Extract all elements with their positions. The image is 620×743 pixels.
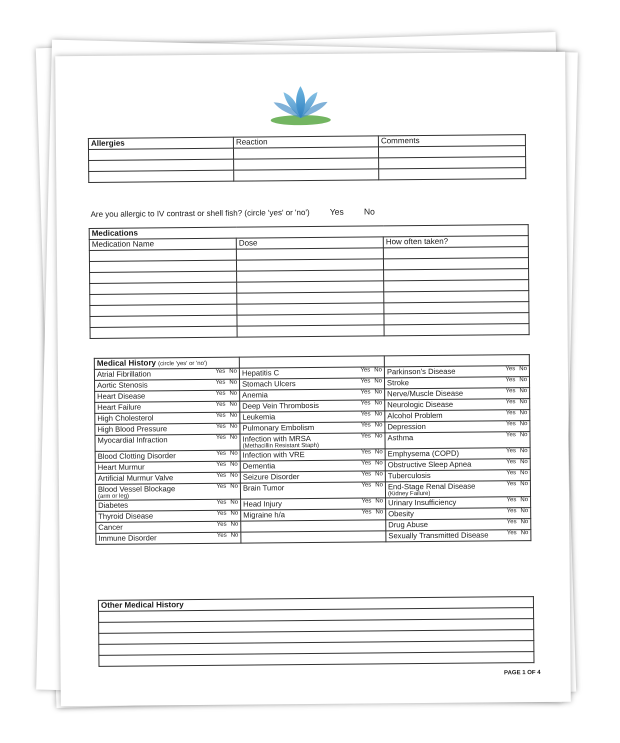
- yes-no-options: [361, 449, 383, 455]
- no-option[interactable]: No: [374, 400, 383, 407]
- yes-no-options: [506, 481, 528, 487]
- yes-option[interactable]: Yes: [215, 368, 226, 375]
- yes-option[interactable]: Yes: [215, 379, 226, 386]
- yes-option[interactable]: Yes: [360, 411, 371, 418]
- no-option[interactable]: No: [519, 399, 528, 406]
- yes-no-options: [216, 402, 238, 408]
- yes-option[interactable]: Yes: [215, 401, 226, 408]
- yes-option[interactable]: Yes: [216, 434, 226, 441]
- no-option[interactable]: No: [230, 472, 238, 479]
- yes-option[interactable]: Yes: [505, 388, 516, 395]
- yes-option[interactable]: Yes: [505, 366, 516, 373]
- condition-sublabel: (Kidney Failure): [387, 490, 431, 498]
- yes-option[interactable]: Yes: [215, 423, 226, 430]
- yes-no-options: [506, 388, 528, 394]
- yes-option[interactable]: Yes: [216, 461, 227, 468]
- no-option[interactable]: No: [229, 368, 237, 375]
- yes-no-options: [216, 413, 238, 419]
- yes-option[interactable]: Yes: [506, 432, 516, 439]
- condition-label: Emphysema (COPD): [387, 448, 460, 459]
- yes-option[interactable]: Yes: [361, 433, 371, 440]
- no-option[interactable]: No: [374, 411, 383, 418]
- condition-label: Stomach Ulcers: [242, 379, 296, 389]
- condition-label: Deep Vein Thrombosis: [242, 400, 319, 411]
- yes-no-options: [216, 462, 238, 468]
- yes-option[interactable]: Yes: [361, 449, 371, 456]
- yes-option[interactable]: Yes: [506, 508, 517, 515]
- no-option[interactable]: No: [230, 483, 238, 490]
- contrast-question: [91, 206, 375, 218]
- condition-label: Drug Abuse: [388, 520, 429, 530]
- yes-option[interactable]: Yes: [216, 450, 227, 457]
- condition-label: Heart Failure: [97, 402, 142, 412]
- yes-option[interactable]: Yes: [361, 482, 372, 489]
- condition-label: Migraine h/a: [243, 510, 286, 520]
- yes-option[interactable]: Yes: [360, 367, 371, 374]
- no-option[interactable]: No: [519, 410, 528, 417]
- no-option[interactable]: No: [374, 389, 383, 396]
- condition-label: Artificial Murmur Valve: [97, 473, 174, 483]
- no-option[interactable]: No: [229, 434, 238, 441]
- yes-no-options: [506, 421, 528, 427]
- yes-no-options: [507, 519, 529, 525]
- yes-option[interactable]: Yes: [216, 483, 227, 490]
- medications-table: [89, 224, 530, 339]
- yes-option[interactable]: Yes: [506, 530, 517, 537]
- no-option[interactable]: No: [230, 521, 239, 528]
- yes-no-options: [361, 433, 383, 439]
- yes-option[interactable]: Yes: [506, 448, 516, 455]
- yes-no-options: [361, 422, 383, 428]
- no-option[interactable]: No: [375, 471, 383, 478]
- condition-label: Seizure Disorder: [242, 472, 300, 482]
- condition-label: Stroke: [386, 378, 410, 388]
- yes-no-options: [216, 391, 238, 397]
- no-option[interactable]: No: [520, 497, 529, 504]
- no-option[interactable]: No: [520, 519, 529, 526]
- yes-option[interactable]: Yes: [506, 497, 517, 504]
- yes-no-options: [507, 530, 529, 536]
- condition-label: Neurologic Disease: [387, 399, 454, 410]
- yes-option[interactable]: Yes: [216, 510, 227, 517]
- condition-label: Immune Disorder: [98, 533, 157, 543]
- yes-no-options: [216, 451, 238, 457]
- yes-no-options: [506, 410, 528, 416]
- condition-label: Leukemia: [242, 412, 276, 422]
- no-option[interactable]: No: [519, 388, 528, 395]
- condition-label: Dementia: [242, 461, 276, 471]
- yes-no-options: [507, 508, 529, 514]
- reaction-header: Reaction: [233, 136, 378, 148]
- condition-label: Depression: [387, 422, 426, 432]
- condition-label: Aortic Stenosis: [97, 380, 148, 390]
- no-option[interactable]: No: [375, 460, 383, 467]
- yes-option[interactable]: Yes: [505, 410, 516, 417]
- form-page: [55, 52, 571, 706]
- contrast-no-option[interactable]: No: [363, 206, 375, 217]
- yes-option[interactable]: Yes: [360, 400, 371, 407]
- yes-option[interactable]: Yes: [506, 470, 517, 477]
- lotus-logo-icon: [265, 80, 335, 131]
- yes-option[interactable]: Yes: [360, 422, 371, 429]
- yes-no-options: [361, 471, 383, 477]
- condition-label: Head Injury: [243, 499, 282, 509]
- yes-no-options: [217, 533, 239, 539]
- no-option[interactable]: No: [520, 508, 529, 515]
- no-option[interactable]: No: [374, 367, 382, 374]
- yes-no-options: [506, 459, 528, 465]
- medications-title: Medications: [89, 225, 528, 240]
- yes-option[interactable]: Yes: [360, 389, 371, 396]
- other-history-table: [98, 596, 535, 667]
- condition-label: Cancer: [98, 522, 123, 532]
- yes-no-options: [217, 511, 239, 517]
- frequency-header: How often taken?: [383, 236, 528, 248]
- yes-no-options: [506, 448, 528, 454]
- condition-label: Obesity: [388, 509, 414, 519]
- no-option[interactable]: No: [520, 481, 528, 488]
- no-option[interactable]: No: [374, 378, 383, 385]
- condition-label: Infection with VRE: [242, 450, 305, 460]
- condition-label: High Blood Pressure: [97, 424, 168, 434]
- no-option[interactable]: No: [519, 366, 527, 373]
- yes-option[interactable]: Yes: [506, 519, 517, 526]
- no-option[interactable]: No: [375, 482, 383, 489]
- yes-no-options: [216, 424, 238, 430]
- yes-no-options: [362, 498, 384, 504]
- yes-no-options: [506, 432, 528, 438]
- condition-label: Nerve/Muscle Disease: [387, 388, 464, 399]
- yes-no-options: [506, 399, 528, 405]
- condition-label: Myocardial Infraction: [97, 435, 168, 445]
- condition-label: Urinary Insufficiency: [388, 497, 457, 508]
- contrast-yes-option[interactable]: Yes: [329, 206, 344, 217]
- no-option[interactable]: No: [229, 390, 238, 397]
- no-option[interactable]: No: [229, 401, 238, 408]
- medical-history-note: (circle 'yes' or 'no'): [158, 360, 208, 368]
- yes-option[interactable]: Yes: [215, 412, 226, 419]
- condition-label: Alcohol Problem: [387, 410, 443, 421]
- yes-option[interactable]: Yes: [505, 399, 516, 406]
- no-option[interactable]: No: [519, 448, 528, 455]
- condition-label: Heart Disease: [97, 391, 146, 401]
- yes-option[interactable]: Yes: [216, 499, 227, 506]
- condition-label: Blood Clotting Disorder: [97, 451, 176, 461]
- no-option[interactable]: No: [230, 499, 239, 506]
- no-option[interactable]: No: [229, 423, 238, 430]
- condition-label: Infection with MRSA: [242, 434, 311, 444]
- no-option[interactable]: No: [230, 461, 238, 468]
- medication-name-header: Medication Name: [89, 238, 236, 250]
- allergies-table: [88, 134, 526, 183]
- page-number: PAGE 1 OF 4: [503, 670, 541, 677]
- yes-option[interactable]: Yes: [361, 509, 372, 516]
- yes-no-options: [217, 500, 239, 506]
- condition-label: Pulmonary Embolism: [242, 422, 315, 433]
- yes-option[interactable]: Yes: [215, 390, 226, 397]
- condition-label: Diabetes: [98, 500, 129, 510]
- medical-history-table: [94, 354, 532, 545]
- no-option[interactable]: No: [520, 530, 529, 537]
- condition-label: Obstructive Sleep Apnea: [387, 459, 472, 470]
- yes-option[interactable]: Yes: [216, 521, 227, 528]
- condition-label: Parkinson's Disease: [386, 366, 456, 377]
- condition-label: Anemia: [242, 390, 268, 400]
- no-option[interactable]: No: [519, 432, 528, 439]
- yes-no-options: [506, 470, 528, 476]
- yes-no-options: [507, 497, 529, 503]
- yes-option[interactable]: Yes: [216, 532, 227, 539]
- yes-no-options: [216, 484, 238, 490]
- yes-option[interactable]: Yes: [506, 459, 517, 466]
- condition-label: Hepatitis C: [241, 368, 280, 378]
- condition-label: Atrial Fibrillation: [96, 369, 152, 379]
- comments-header: Comments: [378, 135, 525, 147]
- yes-no-options: [215, 369, 237, 375]
- allergies-header: Allergies: [88, 137, 233, 149]
- condition-label: Thyroid Disease: [98, 511, 154, 521]
- yes-no-options: [362, 509, 384, 515]
- yes-no-options: [216, 473, 238, 479]
- no-option[interactable]: No: [229, 450, 238, 457]
- condition-sublabel: (Methacillin Resistant Staph): [242, 442, 319, 450]
- condition-label: End-Stage Renal Disease: [387, 481, 476, 492]
- yes-no-options: [361, 411, 383, 417]
- no-option[interactable]: No: [230, 510, 239, 517]
- no-option[interactable]: No: [520, 470, 528, 477]
- dose-header: Dose: [236, 237, 383, 249]
- yes-no-options: [505, 366, 527, 372]
- yes-option[interactable]: Yes: [216, 472, 227, 479]
- yes-option[interactable]: Yes: [505, 421, 516, 428]
- no-option[interactable]: No: [230, 532, 239, 539]
- yes-no-options: [361, 389, 383, 395]
- no-option[interactable]: No: [374, 422, 383, 429]
- yes-no-options: [506, 377, 528, 383]
- yes-option[interactable]: Yes: [361, 498, 372, 505]
- no-option[interactable]: No: [519, 377, 528, 384]
- no-option[interactable]: No: [374, 449, 383, 456]
- yes-no-options: [216, 380, 238, 386]
- condition-label: Sexually Transmitted Disease: [388, 530, 489, 541]
- no-option[interactable]: No: [520, 459, 528, 466]
- condition-label: Tuberculosis: [387, 470, 431, 481]
- condition-label: Brain Tumor: [242, 483, 285, 493]
- condition-label: Blood Vessel Blockage: [97, 484, 176, 494]
- no-option[interactable]: No: [519, 421, 528, 428]
- other-history-title: Other Medical History: [98, 597, 533, 612]
- yes-no-options: [361, 400, 383, 406]
- condition-label: High Cholesterol: [97, 413, 154, 423]
- yes-no-options: [361, 378, 383, 384]
- no-option[interactable]: No: [229, 379, 238, 386]
- yes-no-options: [216, 435, 238, 441]
- yes-no-options: [361, 482, 383, 488]
- yes-option[interactable]: Yes: [506, 481, 517, 488]
- no-option[interactable]: No: [374, 433, 383, 440]
- yes-option[interactable]: Yes: [360, 378, 371, 385]
- yes-option[interactable]: Yes: [361, 471, 372, 478]
- contrast-question-text: Are you allergic to IV contrast or shell fish? (circle 'yes' or 'no'): [90, 208, 310, 219]
- no-option[interactable]: No: [375, 498, 384, 505]
- medical-history-title: Medical History: [96, 358, 157, 368]
- yes-no-options: [217, 522, 239, 528]
- condition-label: Heart Murmur: [97, 462, 145, 472]
- no-option[interactable]: No: [229, 412, 238, 419]
- yes-option[interactable]: Yes: [505, 377, 516, 384]
- yes-option[interactable]: Yes: [361, 460, 372, 467]
- yes-no-options: [361, 460, 383, 466]
- no-option[interactable]: No: [375, 509, 384, 516]
- condition-sublabel: (arm or leg): [97, 493, 130, 500]
- condition-label: Asthma: [387, 433, 414, 443]
- yes-no-options: [360, 367, 382, 373]
